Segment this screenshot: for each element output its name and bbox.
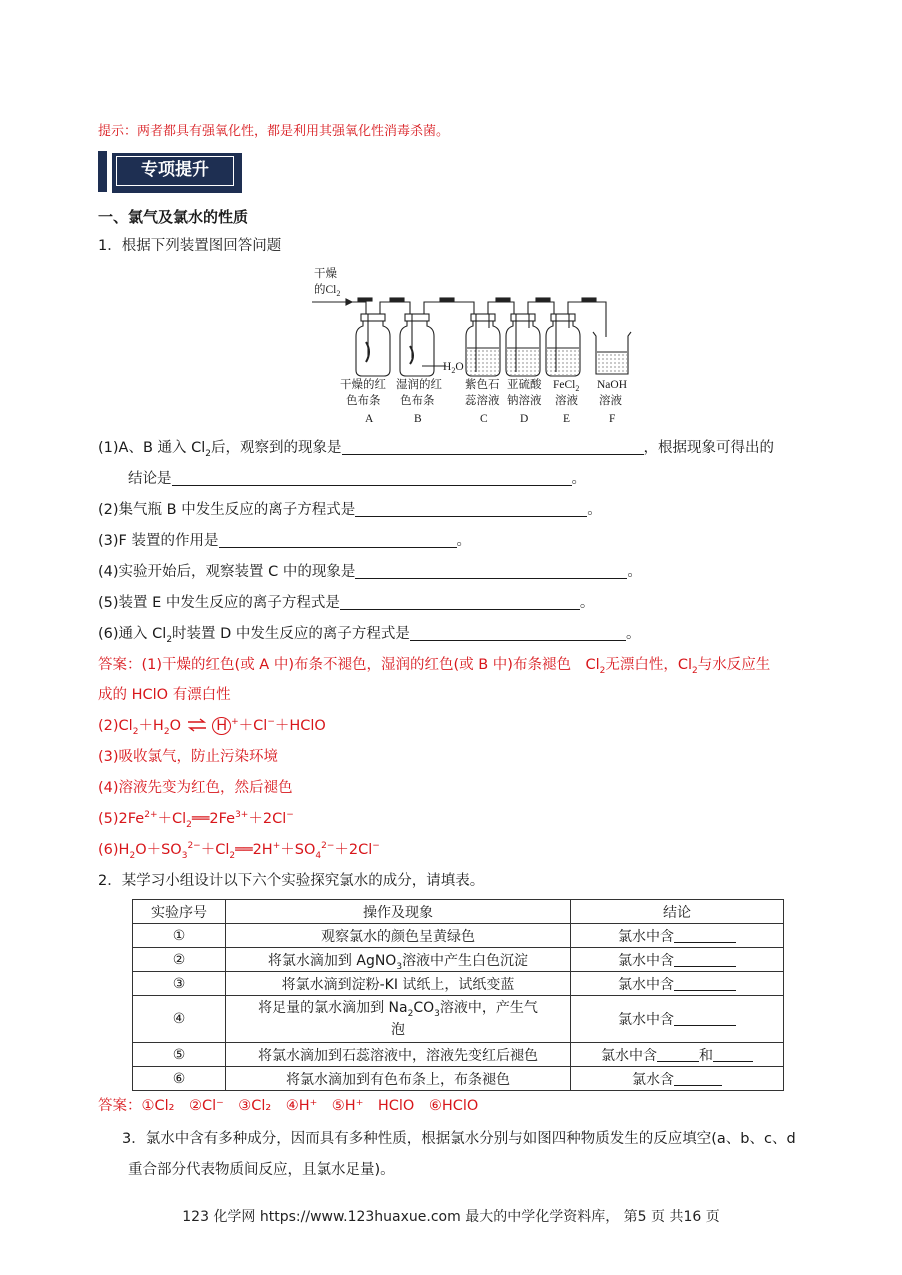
q3-line2: 重合部分代表物质间反应，且氯水足量)。 <box>128 1162 395 1178</box>
bottle-a-name-2: 色布条 <box>346 395 381 407</box>
q1-answer-2: $(2)Cl_2+H_2O$ H +＋Cl−＋HClO <box>98 717 326 737</box>
svg-text:的Cl2: 的$Cl_2$ <box>314 284 341 298</box>
bottle-a-name-1: 干燥的红 <box>340 379 386 391</box>
answer-blank[interactable] <box>172 470 572 486</box>
bottle-c-name-1: 紫色石 <box>465 379 500 391</box>
inlet-label-2: 的Cl <box>314 284 337 296</box>
table-row: ③ 将氯水滴到淀粉-KI 试纸上，试纸变蓝 氯水中含 <box>133 972 784 996</box>
q1-answer-3: (3)吸收氯气，防止污染环境 <box>98 749 279 765</box>
bottle-d-letter: D <box>520 413 529 425</box>
bottle-e-name-2: 溶液 <box>555 395 578 407</box>
experiment-table <box>132 899 784 1091</box>
col-header: 操作及现象 <box>226 900 571 924</box>
bottle-b-letter: B <box>414 413 422 425</box>
col-header: 结论 <box>571 900 784 924</box>
beaker-f-name-1: NaOH <box>597 379 628 391</box>
answer-blank[interactable] <box>674 1011 736 1026</box>
answer-blank[interactable] <box>355 501 587 517</box>
q1-answer-1: 答案：(1)干燥的红色(或 A 中)布条不褪色，湿润的红色(或 B 中)布条褪色 $Cl_2$无漂白性，$Cl_2$与水反应生 <box>98 657 771 676</box>
bottle-d-name-1: 亚硫酸 <box>507 379 542 391</box>
bottle-b <box>400 314 446 376</box>
svg-text:H2O: $H_2O$ <box>443 361 464 375</box>
bottle-d-name-2: 钠溶液 <box>507 395 542 407</box>
answer-blank[interactable] <box>674 1071 722 1086</box>
bottle-c <box>466 314 500 376</box>
hint-text: 提示：两者都具有强氧化性，都是利用其强氧化性消毒杀菌。 <box>98 124 450 139</box>
bottle-e <box>546 314 580 376</box>
q2-answer: 答案：①Cl₂ ②Cl⁻ ③Cl₂ ④H⁺ ⑤H⁺ HClO ⑥HClO <box>98 1098 479 1114</box>
apparatus-diagram <box>310 262 650 432</box>
q1-answer-6: $(6)H_2O+SO_3^{2-}+Cl_2══2H^++SO_4^{2-}+2Cl^-$ <box>98 841 380 861</box>
answer-blank[interactable] <box>410 625 626 641</box>
bottle-e-name-1: FeCl <box>553 379 576 391</box>
bottle-c-letter: C <box>480 413 488 425</box>
q1-part3: (3)F 装置的作用是 。 <box>98 533 471 549</box>
bottle-b-name-2: 色布条 <box>400 395 435 407</box>
q2-stem: 2．某学习小组设计以下六个实验探究氯水的成分，请填表。 <box>98 873 485 889</box>
bottle-a-letter: A <box>365 413 374 425</box>
answer-blank[interactable] <box>657 1047 699 1062</box>
q1-part4: (4)实验开始后，观察装置 C 中的现象是 。 <box>98 564 642 580</box>
answer-blank[interactable] <box>713 1047 753 1062</box>
answer-blank[interactable] <box>219 532 457 548</box>
q1-part1: (1)A、B 通入 $Cl_2$后，观察到的现象是 ，根据现象可得出的 <box>98 440 775 459</box>
bottle-a <box>356 314 390 376</box>
bottle-c-name-2: 蕊溶液 <box>465 395 500 407</box>
table-row: ② 将氯水滴加到 AgNO$_3$溶液中产生白色沉淀 氯水中含 <box>133 948 784 972</box>
reversible-arrow-icon <box>186 718 208 732</box>
answer-blank[interactable] <box>355 563 627 579</box>
bottle-b-name-1: 湿润的红 <box>396 379 442 391</box>
table-row: ④ 将足量的氯水滴加到 $Na_2CO_3$溶液中，产生气 泡 氯水中含 <box>133 996 784 1043</box>
q1-part1-conclusion: 结论是 。 <box>128 471 586 487</box>
table-header-row <box>133 900 784 924</box>
beaker-f-letter: F <box>609 413 616 425</box>
table-row: ① 观察氯水的颜色呈黄绿色 氯水中含 <box>133 924 784 948</box>
table-row: ⑥ 将氯水滴加到有色布条上，布条褪色 氯水含 <box>133 1067 784 1091</box>
q1-answer-5: $(5)2Fe^{2+}+Cl_2══2Fe^{3+}+2Cl^-$ <box>98 810 294 830</box>
bottle-e-letter: E <box>563 413 571 425</box>
answer-blank[interactable] <box>674 952 736 967</box>
col-header: 实验序号 <box>133 900 226 924</box>
q1-part6: (6)通入 $Cl_2$时装置 D 中发生反应的离子方程式是 。 <box>98 626 641 645</box>
inlet-label-1: 干燥 <box>314 268 337 280</box>
answer-blank[interactable] <box>674 928 736 943</box>
q1-part5: (5)装置 E 中发生反应的离子方程式是 。 <box>98 595 595 611</box>
answer-blank[interactable] <box>340 594 580 610</box>
answer-blank[interactable] <box>674 976 736 991</box>
water-label: H <box>443 361 452 373</box>
q1-answer-4: (4)溶液先变为红色，然后褪色 <box>98 780 293 796</box>
section-banner <box>98 151 240 192</box>
table-row: ⑤ 将氯水滴加到石蕊溶液中，溶液先变红后褪色 氯水中含 和 <box>133 1043 784 1067</box>
beaker-f <box>593 332 631 374</box>
section-heading: 一、氯气及氯水的性质 <box>98 208 249 226</box>
banner-label: 专项提升 <box>116 156 234 186</box>
bottle-d <box>506 314 540 376</box>
beaker-f-name-2: 溶液 <box>599 395 622 407</box>
q1-part2: (2)集气瓶 B 中发生反应的离子方程式是 。 <box>98 502 602 518</box>
q1-answer-1-cont: 成的 HClO 有漂白性 <box>98 687 231 703</box>
page-footer: 123 化学网 https://www.123huaxue.com 最大的中学化学资料库， 第5 页 共16 页 <box>182 1209 720 1225</box>
answer-blank[interactable] <box>342 439 644 455</box>
q1-stem: 1．根据下列装置图回答问题 <box>98 238 282 254</box>
svg-text:FeCl2: FeCl$_2$ <box>553 379 580 393</box>
q3-line1: 3．氯水中含有多种成分，因而具有多种性质，根据氯水分别与如图四种物质发生的反应填空(a、b、c、d <box>122 1131 796 1147</box>
